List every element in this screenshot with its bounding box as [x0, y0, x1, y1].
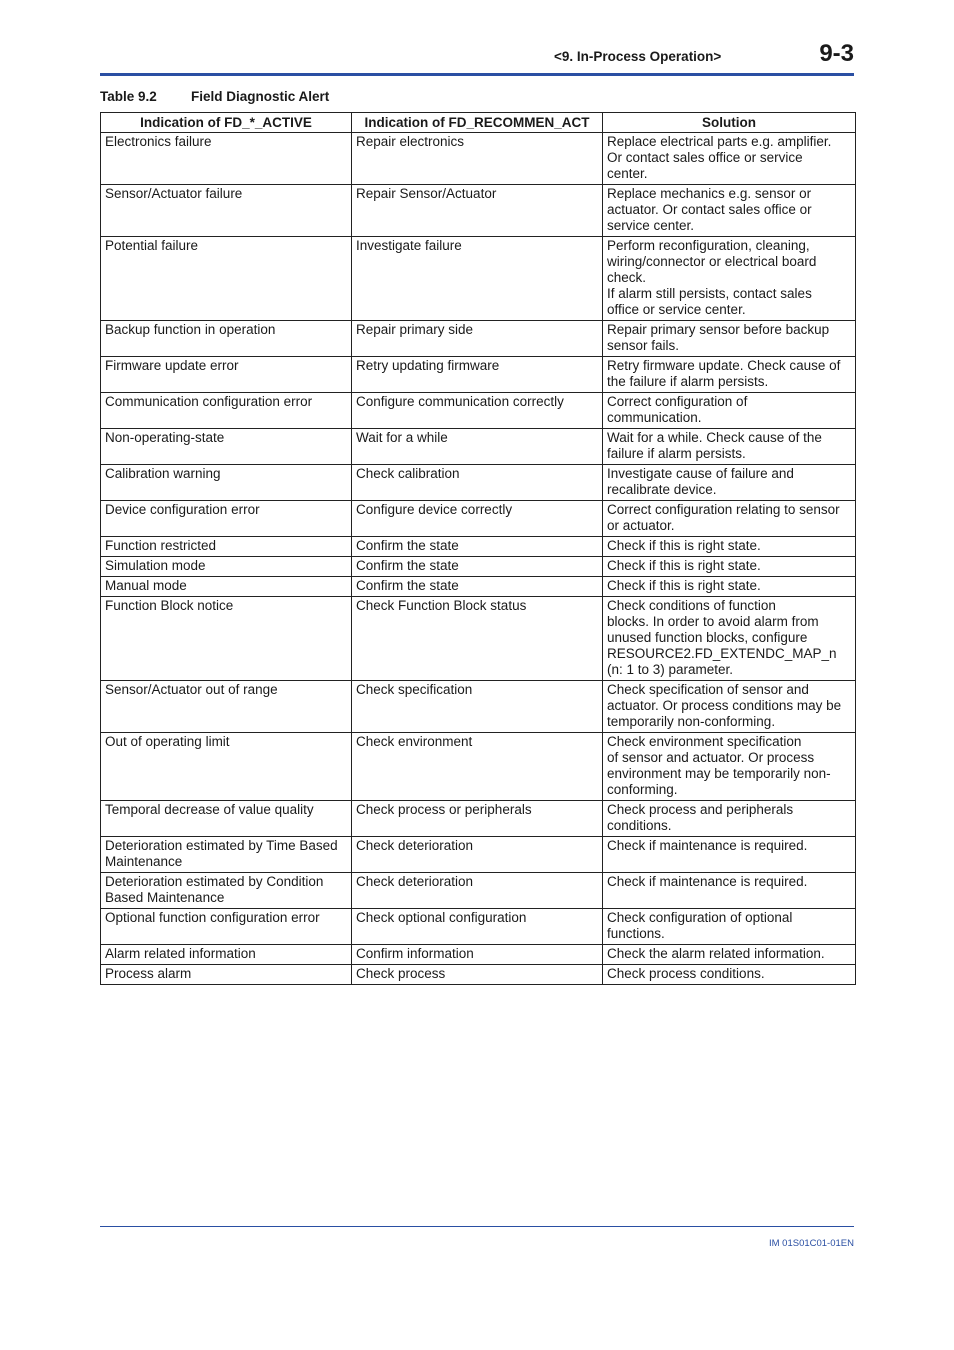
cell-solution: Retry firmware update. Check cause of the failure if alarm persists. — [603, 357, 856, 393]
cell-solution: Check if this is right state. — [603, 557, 856, 577]
cell-solution: Check if maintenance is required. — [603, 837, 856, 873]
table-header-row — [101, 113, 856, 133]
cell-recommended-action: Confirm the state — [352, 577, 603, 597]
cell-solution: Correct configuration of communication. — [603, 393, 856, 429]
table-row — [101, 597, 856, 681]
cell-active-indication: Optional function configuration error — [101, 909, 352, 945]
table-row — [101, 429, 856, 465]
table-body — [101, 133, 856, 985]
cell-recommended-action: Configure communication correctly — [352, 393, 603, 429]
cell-active-indication: Out of operating limit — [101, 733, 352, 801]
cell-active-indication: Deterioration estimated by Time Based Maintenance — [101, 837, 352, 873]
document-id: IM 01S01C01-01EN — [768, 1238, 854, 1249]
cell-recommended-action: Check calibration — [352, 465, 603, 501]
cell-solution: Check if this is right state. — [603, 537, 856, 557]
cell-recommended-action: Check optional configuration — [352, 909, 603, 945]
cell-active-indication: Deterioration estimated by Condition Based Maintenance — [101, 873, 352, 909]
cell-solution: Check if maintenance is required. — [603, 873, 856, 909]
table-row — [101, 909, 856, 945]
cell-recommended-action: Repair electronics — [352, 133, 603, 185]
cell-solution: Wait for a while. Check cause of the failure if alarm persists. — [603, 429, 856, 465]
cell-active-indication: Backup function in operation — [101, 321, 352, 357]
cell-active-indication: Function restricted — [101, 537, 352, 557]
cell-recommended-action: Confirm information — [352, 945, 603, 965]
cell-recommended-action: Check deterioration — [352, 837, 603, 873]
table-row — [101, 801, 856, 837]
cell-solution: Repair primary sensor before backup sensor fails. — [603, 321, 856, 357]
column-header-active: Indication of FD_*_ACTIVE — [101, 113, 352, 133]
table-row — [101, 393, 856, 429]
cell-solution: Check specification of sensor and actuator. Or process conditions may be temporarily non-conforming. — [603, 681, 856, 733]
table-number: Table 9.2 — [100, 89, 157, 104]
cell-active-indication: Sensor/Actuator failure — [101, 185, 352, 237]
footer-rule — [100, 1226, 854, 1227]
cell-active-indication: Function Block notice — [101, 597, 352, 681]
field-diagnostic-table — [100, 112, 856, 985]
cell-active-indication: Electronics failure — [101, 133, 352, 185]
table-row — [101, 237, 856, 321]
table-row — [101, 133, 856, 185]
cell-solution: Check environment specification of sensor and actuator. Or process environment may be temporarily non- conforming. — [603, 733, 856, 801]
cell-recommended-action: Wait for a while — [352, 429, 603, 465]
cell-solution: Check if this is right state. — [603, 577, 856, 597]
cell-solution: Replace electrical parts e.g. amplifier. Or contact sales office or service center. — [603, 133, 856, 185]
column-header-solution: Solution — [603, 113, 856, 133]
cell-recommended-action: Repair Sensor/Actuator — [352, 185, 603, 237]
table-row — [101, 837, 856, 873]
cell-solution: Check process conditions. — [603, 965, 856, 985]
page-number: 9-3 — [819, 40, 854, 67]
header-rule — [100, 73, 854, 76]
cell-active-indication: Device configuration error — [101, 501, 352, 537]
cell-recommended-action: Check specification — [352, 681, 603, 733]
column-header-recommended-action: Indication of FD_RECOMMEN_ACT — [352, 113, 603, 133]
cell-solution: Replace mechanics e.g. sensor or actuator. Or contact sales office or service center. — [603, 185, 856, 237]
cell-recommended-action: Check environment — [352, 733, 603, 801]
table-row — [101, 321, 856, 357]
table-row — [101, 873, 856, 909]
table-row — [101, 577, 856, 597]
cell-recommended-action: Configure device correctly — [352, 501, 603, 537]
table-row — [101, 465, 856, 501]
cell-active-indication: Calibration warning — [101, 465, 352, 501]
cell-solution: Perform reconfiguration, cleaning, wiring/connector or electrical board check. If alarm still persists, contact sales office or service center. — [603, 237, 856, 321]
cell-recommended-action: Check deterioration — [352, 873, 603, 909]
table-row — [101, 501, 856, 537]
cell-solution: Check the alarm related information. — [603, 945, 856, 965]
cell-recommended-action: Confirm the state — [352, 557, 603, 577]
table-row — [101, 557, 856, 577]
cell-active-indication: Non-operating-state — [101, 429, 352, 465]
cell-active-indication: Process alarm — [101, 965, 352, 985]
cell-recommended-action: Repair primary side — [352, 321, 603, 357]
table-row — [101, 681, 856, 733]
table-container — [100, 112, 855, 985]
cell-recommended-action: Investigate failure — [352, 237, 603, 321]
table-title: Field Diagnostic Alert — [191, 89, 330, 104]
cell-solution: Correct configuration relating to sensor or actuator. — [603, 501, 856, 537]
cell-active-indication: Temporal decrease of value quality — [101, 801, 352, 837]
table-row — [101, 357, 856, 393]
cell-active-indication: Manual mode — [101, 577, 352, 597]
cell-solution: Check configuration of optional functions. — [603, 909, 856, 945]
cell-active-indication: Sensor/Actuator out of range — [101, 681, 352, 733]
cell-recommended-action: Retry updating firmware — [352, 357, 603, 393]
cell-active-indication: Firmware update error — [101, 357, 352, 393]
cell-solution: Check conditions of function blocks. In order to avoid alarm from unused function blocks, configure RESOURCE2.FD_EXTENDC_MAP_n (n: 1 to 3) parameter. — [603, 597, 856, 681]
table-row — [101, 733, 856, 801]
cell-solution: Investigate cause of failure and recalibrate device. — [603, 465, 856, 501]
cell-recommended-action: Confirm the state — [352, 537, 603, 557]
table-row — [101, 945, 856, 965]
table-row — [101, 185, 856, 237]
table-row — [101, 537, 856, 557]
cell-solution: Check process and peripherals conditions. — [603, 801, 856, 837]
cell-active-indication: Alarm related information — [101, 945, 352, 965]
cell-recommended-action: Check process or peripherals — [352, 801, 603, 837]
table-caption — [100, 89, 329, 104]
cell-recommended-action: Check Function Block status — [352, 597, 603, 681]
cell-active-indication: Simulation mode — [101, 557, 352, 577]
cell-recommended-action: Check process — [352, 965, 603, 985]
table-row — [101, 965, 856, 985]
cell-active-indication: Communication configuration error — [101, 393, 352, 429]
cell-active-indication: Potential failure — [101, 237, 352, 321]
section-title: <9. In-Process Operation> — [554, 49, 722, 64]
